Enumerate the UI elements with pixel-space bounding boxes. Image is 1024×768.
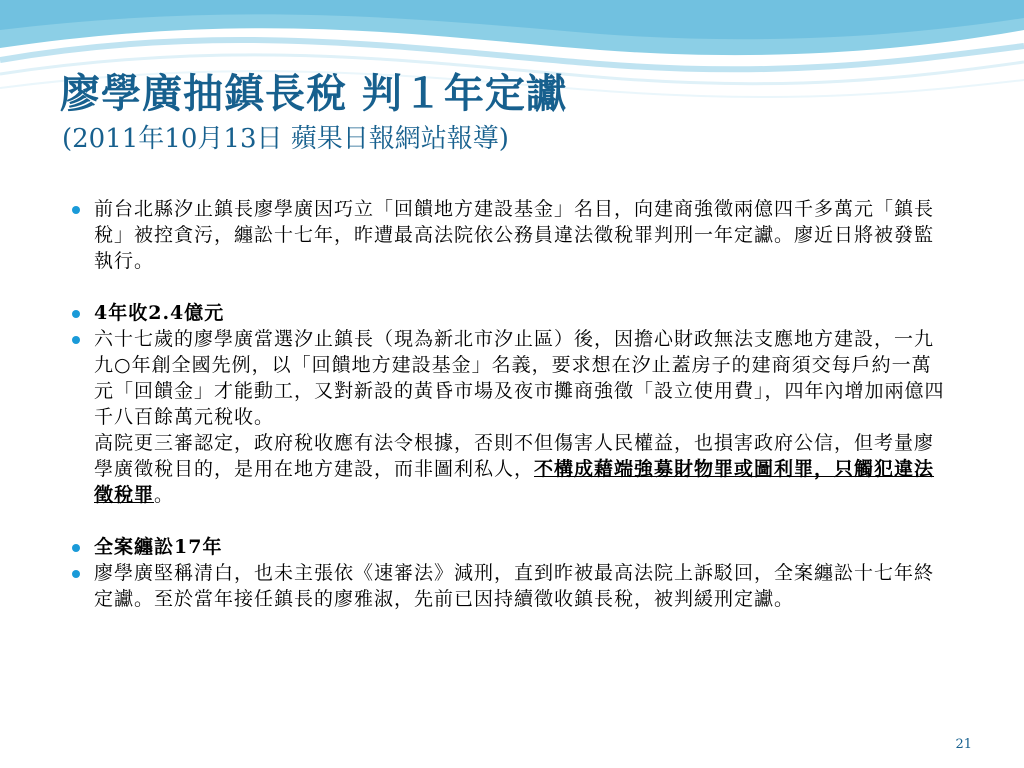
bullet-dot-icon <box>72 310 80 318</box>
bullet-heading <box>70 300 950 326</box>
slide-subtitle: (2011年10月13日 蘋果日報網站報導) <box>62 124 509 154</box>
bullet-item <box>70 560 950 612</box>
bullet-heading-text: 4年收2.4億元 <box>94 302 225 324</box>
bullet-heading <box>70 534 950 560</box>
bullet-continuation: 高院更三審認定，政府稅收應有法令根據，否則不但傷害人民權益，也損害政府公信，但考量廖學廣徵稅目的，是用在地方建設，而非圖利私人， <box>94 432 935 480</box>
slide-title: 廖學廣抽鎮長稅 判１年定讞 <box>60 70 567 117</box>
bullet-dot-icon <box>72 570 80 578</box>
bullet-dot-icon <box>72 336 80 344</box>
bullet-dot-icon <box>72 544 80 552</box>
slide-body <box>70 196 950 612</box>
bullet-emphasis: 不構成藉端強募財物罪或圖利罪，只觸犯違法徵稅罪 <box>94 458 935 506</box>
bullet-heading-text: 全案纏訟17年 <box>94 536 223 558</box>
bullet-item <box>70 196 950 274</box>
page-number: 21 <box>955 737 972 752</box>
bullet-text: 六十七歲的廖學廣當選汐止鎮長（現為新北市汐止區）後，因擔心財政無法支應地方建設，一九九○年創全國先例，以「回饋地方建設基金」名義，要求想在汐止蓋房子的建商須交每戶約一萬元「回饋金」才能動工，又對新設的黃昏市場及夜市攤商強徵「設立使用費」，四年內增加兩億四千八百餘萬元稅收。 <box>94 328 945 428</box>
bullet-text: 前台北縣汐止鎮長廖學廣因巧立「回饋地方建設基金」名目，向建商強徵兩億四千多萬元「鎮長稅」被控貪污，纏訟十七年，昨遭最高法院依公務員違法徵稅罪判刑一年定讞。廖近日將被發監執行。 <box>94 198 935 272</box>
bullet-dot-icon <box>72 206 80 214</box>
bullet-text: 廖學廣堅稱清白，也未主張依《速審法》減刑，直到昨被最高法院上訴駁回，全案纏訟十七年終定讞。至於當年接任鎮長的廖雅淑，先前已因持續徵收鎮長稅，被判緩刑定讞。 <box>94 562 935 610</box>
bullet-item <box>70 326 950 508</box>
bullet-continuation-end: 。 <box>154 484 175 506</box>
